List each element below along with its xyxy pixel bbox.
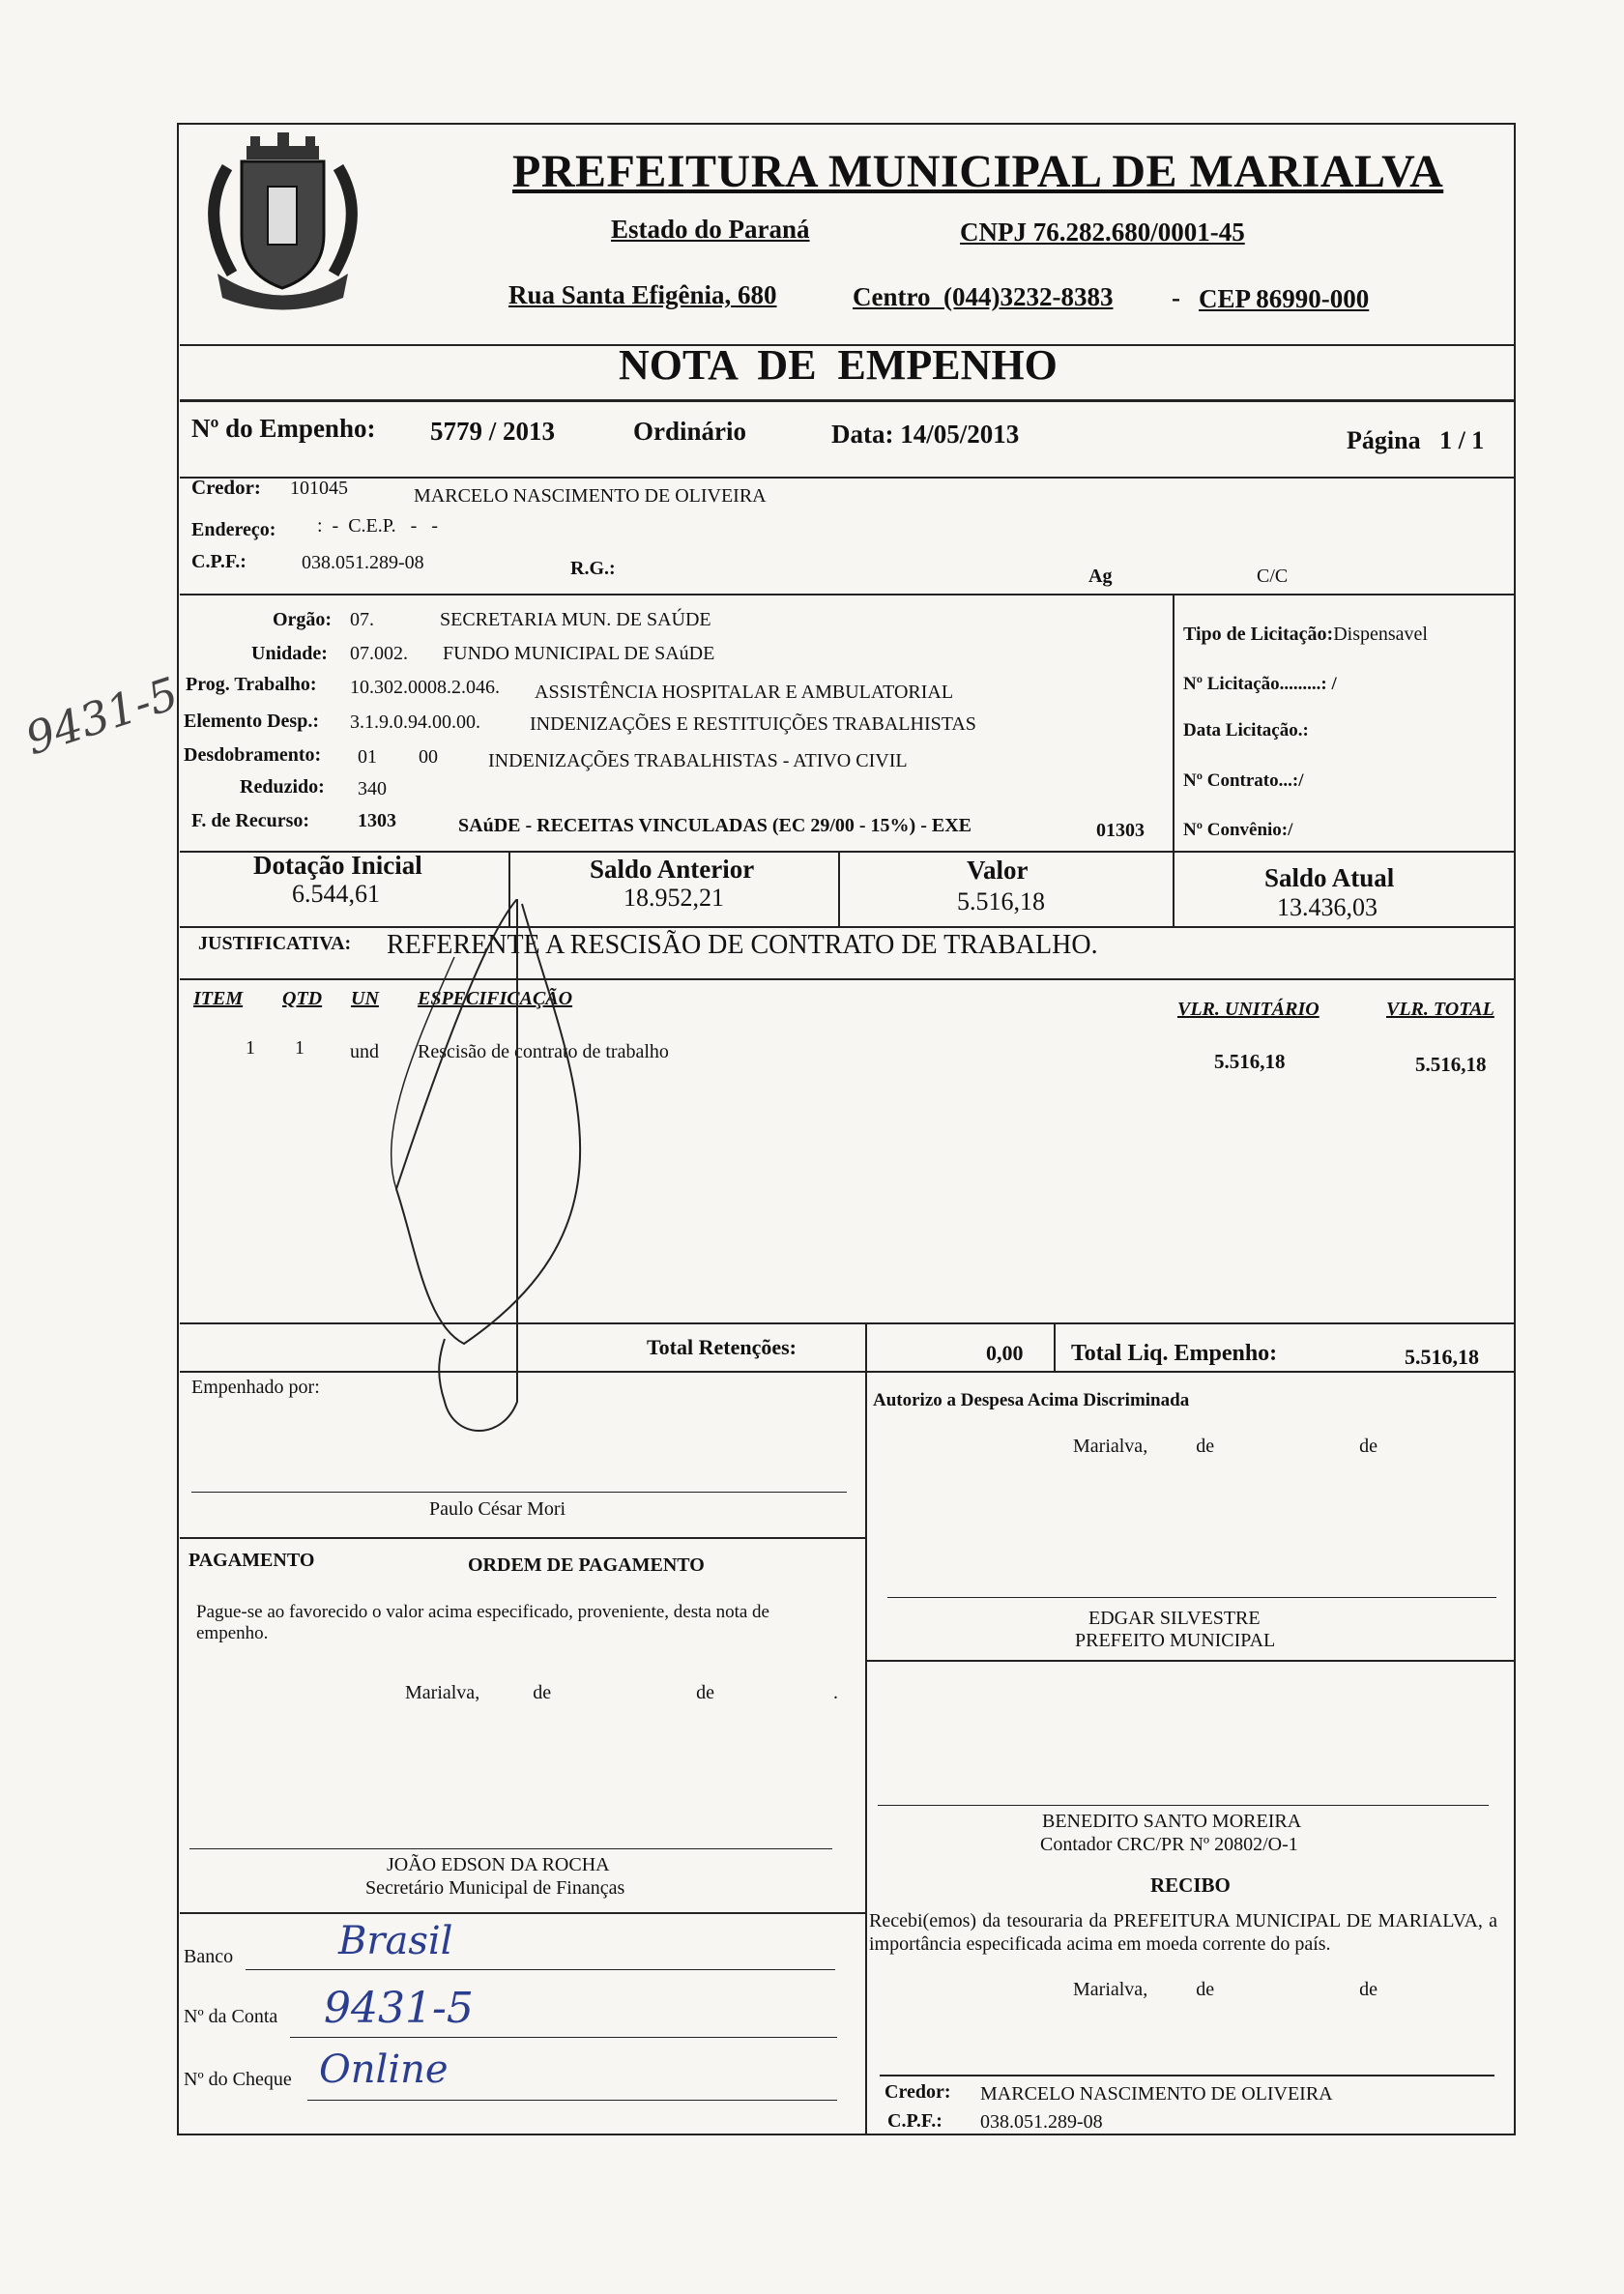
ag-label: Ag bbox=[1088, 566, 1113, 587]
total-retencoes-label: Total Retenções: bbox=[647, 1335, 797, 1359]
recibo-credor-label: Credor: bbox=[884, 2081, 951, 2103]
cep-label: CEP 86990-000 bbox=[1199, 284, 1370, 313]
saldo-atual-label: Saldo Atual bbox=[1264, 863, 1395, 892]
divider bbox=[180, 477, 1514, 479]
divider bbox=[180, 1537, 866, 1539]
numero-licitacao: Nº Licitação.........: / bbox=[1183, 674, 1337, 694]
cheque-line bbox=[307, 2100, 837, 2101]
elemento-label: Elemento Desp.: bbox=[184, 711, 319, 732]
prog-trabalho-name: ASSISTÊNCIA HOSPITALAR E AMBULATORIAL bbox=[535, 682, 954, 703]
contador-role: Contador CRC/PR Nº 20802/O-1 bbox=[1040, 1834, 1298, 1855]
empenho-number: 5779 / 2013 bbox=[430, 417, 556, 446]
row-total-value: 5.516,18 bbox=[1415, 1053, 1487, 1076]
divider bbox=[180, 1912, 866, 1914]
elemento-code: 3.1.9.0.94.00.00. bbox=[350, 711, 480, 733]
total-retencoes-value: 0,00 bbox=[986, 1341, 1024, 1365]
empenhado-name: Paulo César Mori bbox=[429, 1498, 566, 1520]
dotacao-value: 6.544,61 bbox=[292, 880, 380, 908]
pagamento-label: PAGAMENTO bbox=[188, 1550, 315, 1571]
unidade-label: Unidade: bbox=[251, 643, 328, 664]
rg-label: R.G.: bbox=[570, 558, 616, 579]
total-liquido-label: Total Liq. Empenho: bbox=[1071, 1341, 1278, 1366]
recurso-label: F. de Recurso: bbox=[191, 810, 310, 831]
prog-trabalho-code: 10.302.0008.2.046. bbox=[350, 677, 500, 698]
justificativa-label: JUSTIFICATIVA: bbox=[198, 933, 352, 954]
desdobramento-name: INDENIZAÇÕES TRABALHISTAS - ATIVO CIVIL bbox=[488, 750, 908, 771]
numero-contrato: Nº Contrato...:/ bbox=[1183, 770, 1304, 791]
divider bbox=[180, 399, 1514, 402]
credor-label: Credor: bbox=[191, 476, 261, 499]
row-item: 1 bbox=[246, 1037, 255, 1059]
margin-handwritten-note: 9431-5 bbox=[19, 666, 185, 766]
page-number: Página 1 / 1 bbox=[1347, 426, 1485, 454]
header-dash: - bbox=[1172, 283, 1180, 312]
conta-label: Nº da Conta bbox=[184, 2006, 278, 2027]
signature-line bbox=[887, 1597, 1496, 1598]
divider bbox=[838, 851, 840, 928]
contador-name: BENEDITO SANTO MOREIRA bbox=[1042, 1811, 1302, 1832]
divider bbox=[180, 594, 1514, 595]
recurso-name: SAúDE - RECEITAS VINCULADAS (EC 29/00 - 15%) - EXE bbox=[458, 815, 972, 836]
cc-label: C/C bbox=[1257, 566, 1289, 587]
autorizo-place-line: Marialva, de de bbox=[1073, 1436, 1378, 1457]
empenho-date: Data: 14/05/2013 bbox=[831, 420, 1020, 449]
conta-handwriting: 9431-5 bbox=[324, 1984, 474, 2033]
cpf-label: C.P.F.: bbox=[191, 551, 246, 572]
empenho-type: Ordinário bbox=[633, 417, 747, 446]
secretario-name: JOÃO EDSON DA ROCHA bbox=[387, 1854, 610, 1875]
recibo-cpf-label: C.P.F.: bbox=[887, 2110, 942, 2132]
district-phone-label: Centro (044)3232-8383 bbox=[853, 282, 1114, 311]
total-liquido-value: 5.516,18 bbox=[1405, 1345, 1479, 1369]
cpf-value: 038.051.289-08 bbox=[302, 552, 424, 573]
justificativa-text: REFERENTE A RESCISÃO DE CONTRATO DE TRABALHO. bbox=[387, 930, 1098, 960]
empenhado-label: Empenhado por: bbox=[191, 1377, 320, 1398]
pagamento-place-line: Marialva, de de bbox=[405, 1682, 714, 1703]
cheque-label: Nº do Cheque bbox=[184, 2069, 292, 2090]
row-spec: Rescisão de contrato de trabalho bbox=[418, 1041, 669, 1062]
credor-code: 101045 bbox=[290, 478, 348, 499]
saldo-anterior-value: 18.952,21 bbox=[624, 884, 724, 912]
recibo-cpf-value: 038.051.289-08 bbox=[980, 2111, 1103, 2133]
banco-label: Banco bbox=[184, 1946, 234, 1967]
recibo-credor-name: MARCELO NASCIMENTO DE OLIVEIRA bbox=[980, 2083, 1333, 2105]
saldo-atual-value: 13.436,03 bbox=[1277, 893, 1378, 921]
orgao-code: 07. bbox=[350, 609, 374, 630]
recibo-text: Recebi(emos) da tesouraria da PREFEITURA MUNICIPAL DE MARIALVA, a importância especificada acima em moeda corrente do país. bbox=[869, 1910, 1497, 1955]
col-qtd-header: QTD bbox=[282, 988, 323, 1009]
reduzido-value: 340 bbox=[358, 778, 387, 799]
unidade-name: FUNDO MUNICIPAL DE SAúDE bbox=[443, 643, 715, 664]
reduzido-label: Reduzido: bbox=[240, 776, 325, 798]
recurso-code-2: 01303 bbox=[1096, 820, 1145, 841]
divider bbox=[1054, 1324, 1056, 1373]
recibo-title: RECIBO bbox=[1150, 1873, 1231, 1897]
tipo-licitacao bbox=[1183, 624, 1428, 646]
valor-label: Valor bbox=[967, 856, 1029, 885]
recibo-place-line: Marialva, de de bbox=[1073, 1979, 1378, 2000]
col-unit-header: VLR. UNITÁRIO bbox=[1177, 999, 1320, 1020]
row-unit-value: 5.516,18 bbox=[1214, 1050, 1286, 1073]
orgao-name: SECRETARIA MUN. DE SAÚDE bbox=[440, 609, 711, 630]
empenho-number-label: Nº do Empenho: bbox=[191, 414, 376, 443]
state-label: Estado do Paraná bbox=[611, 215, 810, 244]
desdobramento-a: 01 bbox=[358, 746, 377, 768]
unidade-code: 07.002. bbox=[350, 643, 408, 664]
signature-line bbox=[878, 1805, 1489, 1806]
signature-line bbox=[191, 1492, 847, 1493]
street-label: Rua Santa Efigênia, 680 bbox=[508, 280, 777, 309]
row-qtd: 1 bbox=[295, 1037, 304, 1059]
banco-line bbox=[246, 1969, 835, 1970]
divider bbox=[1173, 594, 1174, 927]
credor-name: MARCELO NASCIMENTO DE OLIVEIRA bbox=[414, 485, 767, 507]
signature-line bbox=[189, 1848, 832, 1849]
col-total-header: VLR. TOTAL bbox=[1386, 999, 1494, 1020]
dotacao-label: Dotação Inicial bbox=[253, 851, 422, 880]
endereco-label: Endereço: bbox=[191, 519, 276, 540]
tipo-licitacao-label: Tipo de Licitação: bbox=[1183, 624, 1334, 645]
autorizo-title: Autorizo a Despesa Acima Discriminada bbox=[873, 1390, 1190, 1410]
valor-value: 5.516,18 bbox=[957, 887, 1045, 915]
ordem-pagamento-title: ORDEM DE PAGAMENTO bbox=[468, 1554, 705, 1576]
banco-handwriting: Brasil bbox=[338, 1919, 453, 1963]
orgao-label: Orgão: bbox=[273, 609, 333, 630]
document-title: NOTA DE EMPENHO bbox=[619, 341, 1058, 389]
desdobramento-label: Desdobramento: bbox=[184, 744, 322, 766]
secretario-role: Secretário Municipal de Finanças bbox=[365, 1877, 625, 1899]
col-un-header: UN bbox=[351, 988, 379, 1009]
pagamento-text: Pague-se ao favorecido o valor acima especificado, proveniente, desta nota de empenho. bbox=[196, 1602, 769, 1643]
cnpj-label: CNPJ 76.282.680/0001-45 bbox=[960, 218, 1245, 247]
numero-convenio: Nº Convênio:/ bbox=[1183, 820, 1293, 840]
divider bbox=[880, 2075, 1494, 2076]
row-un: und bbox=[350, 1041, 379, 1062]
municipal-crest-icon bbox=[188, 129, 377, 322]
saldo-anterior-label: Saldo Anterior bbox=[590, 855, 755, 884]
col-spec-header: ESPECIFICAÇÃO bbox=[418, 988, 573, 1009]
divider bbox=[865, 1324, 867, 2135]
elemento-name: INDENIZAÇÕES E RESTITUIÇÕES TRABALHISTAS bbox=[530, 713, 976, 735]
pagamento-dot: . bbox=[833, 1682, 838, 1703]
signature-scribble-icon bbox=[319, 899, 628, 1479]
prefeito-name: EDGAR SILVESTRE bbox=[1088, 1608, 1261, 1629]
prog-trabalho-label: Prog. Trabalho: bbox=[186, 674, 317, 695]
col-item-header: ITEM bbox=[193, 988, 244, 1009]
conta-line bbox=[290, 2037, 837, 2038]
divider bbox=[866, 1660, 1514, 1662]
data-licitacao: Data Licitação.: bbox=[1183, 720, 1309, 740]
tipo-licitacao-value: Dispensavel bbox=[1333, 624, 1428, 645]
municipality-title: PREFEITURA MUNICIPAL DE MARIALVA bbox=[512, 146, 1444, 197]
cheque-handwriting: Online bbox=[319, 2047, 449, 2092]
recurso-code: 1303 bbox=[358, 810, 396, 831]
endereco-value: : - C.E.P. - - bbox=[317, 515, 438, 537]
prefeito-role: PREFEITO MUNICIPAL bbox=[1075, 1630, 1276, 1651]
desdobramento-b: 00 bbox=[419, 746, 438, 768]
